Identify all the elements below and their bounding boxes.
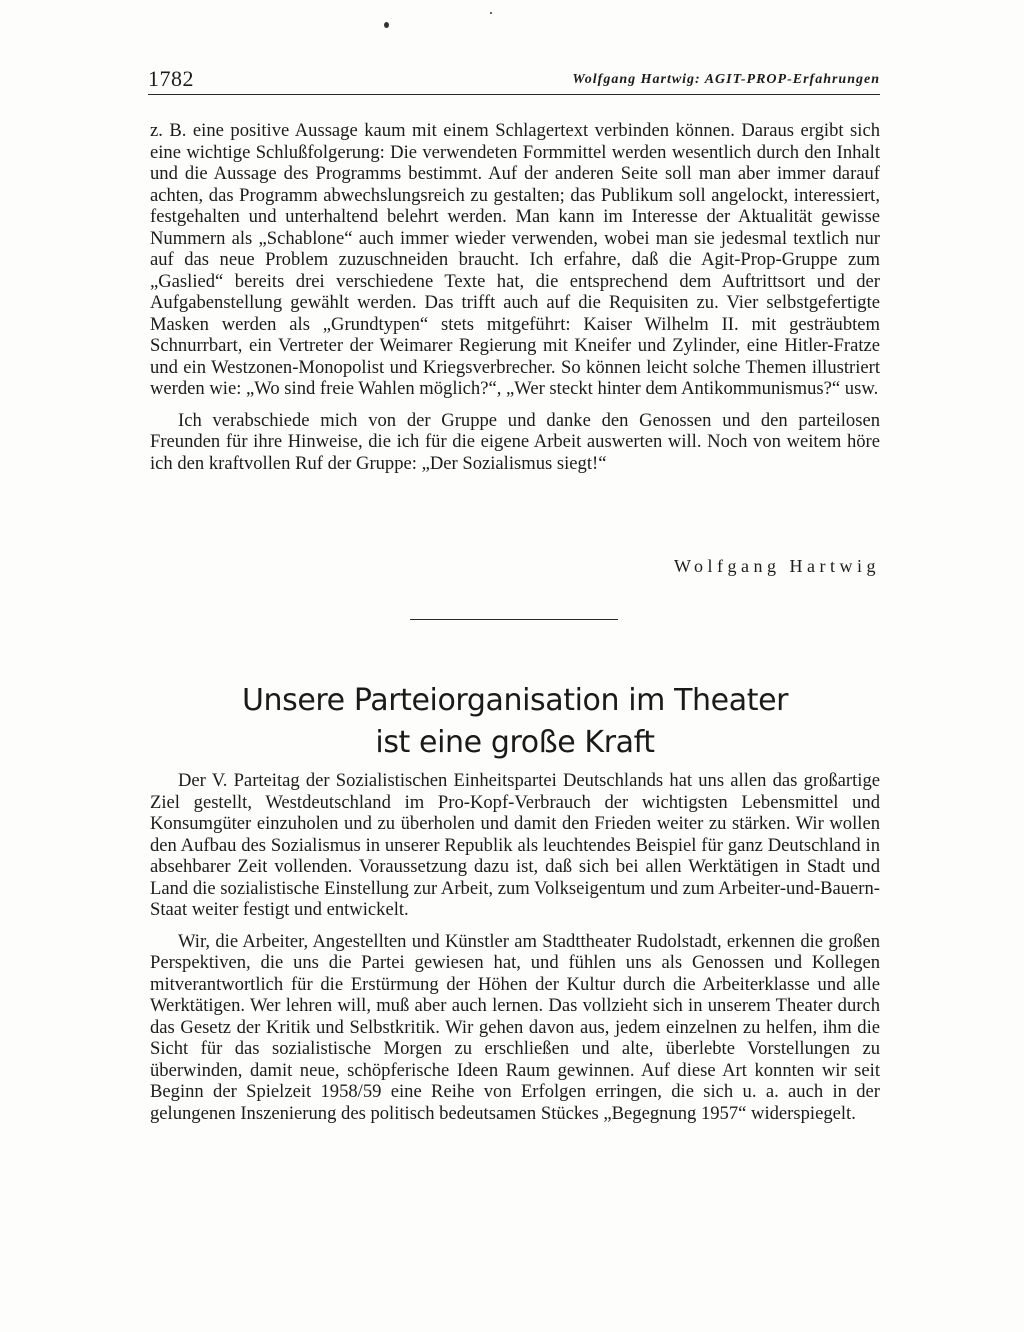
page-number: 1782	[148, 66, 194, 91]
paragraph: z. B. eine positive Aussage kaum mit einem Schlagertext verbinden können. Daraus ergibt sich eine wichtige Schlußfolgerung: Die verwendeten Formmittel werden wesentlich durch den Inhalt und die Aussage des Programms bestimmt. Auf der anderen Seite soll man aber immer darauf achten, das Programm abwechslungsreich zu gestalten; das Publikum soll angelockt, interessiert, festgehalten und unterhaltend belehrt werden. Man kann im Interesse der Aktualität gewisse Nummern als „Schablone“ auch immer wieder verwenden, wobei man sie jedesmal textlich nur auf das neue Problem zuzuschneiden braucht. Ich erfahre, daß die Agit-Prop-Gruppe zum „Gaslied“ bereits drei verschiedene Texte hat, die entsprechend dem Auftrittsort und der Aufgabenstellung gewählt werden. Das trifft auch auf die Requisiten zu. Vier selbstgefertigte Masken werden als „Grundtypen“ stets mitgeführt: Kaiser Wilhelm II. mit gesträubtem Schnurrbart, ein Vertreter der Weimarer Regierung mit Kneifer und Zylinder, eine Hitler-Fratze und ein Westzonen-Monopolist und Kriegsverbrecher. So können leicht solche Themen illustriert werden wie: „Wo sind freie Wahlen möglich?“, „Wer steckt hinter dem Antikommunismus?“ usw.	[150, 120, 880, 399]
print-speck	[384, 22, 389, 28]
section-divider	[410, 619, 618, 620]
paragraph: Wir, die Arbeiter, Angestellten und Künstler am Stadttheater Rudolstadt, erkennen die großen Perspektiven, die uns die Partei gewiesen hat, und fühlen uns als Genossen und Kollegen mitverantwortlich für die Erstürmung der Höhen der Kultur durch die Arbeiterklasse und alle Werktätigen. Wer lehren will, muß aber auch lernen. Das vollzieht sich in unserem Theater durch das Gesetz der Kritik und Selbstkritik. Wir gehen davon aus, jedem einzelnen zu helfen, ihm die Sicht für das sozialistische Morgen zu erschließen und alte, überlebte Vorstellungen zu überwinden, damit neue, schöpferische Ideen Raum gewinnen. Auf diese Art konnten wir seit Beginn der Spielzeit 1958/59 eine Reihe von Erfolgen erringen, die sich u. a. auch in der gelungenen Inszenierung des politisch bedeutsamen Stückes „Begegnung 1957“ widerspiegelt.	[150, 930, 880, 1124]
article-continuation	[150, 120, 880, 474]
paragraph: Der V. Parteitag der Sozialistischen Einheitspartei Deutschlands hat uns allen das großartige Ziel gestellt, Westdeutschland im Pro-Kopf-Verbrauch der wichtigsten Lebensmittel und Konsumgüter einzuholen und zu überholen und damit den Frieden weiter zu stärken. Wir wollen den Aufbau des Sozialismus in unserer Republik als leuchtendes Beispiel für ganz Deutschland in absehbarer Zeit vollenden. Voraussetzung dazu ist, daß sich bei allen Werktätigen in Stadt und Land die sozialistische Einstellung zur Arbeit, zum Volkseigentum und zum Arbeiter-und-Bauern-Staat weiter festigt und entwickelt.	[150, 770, 880, 920]
running-head-title: Wolfgang Hartwig: AGIT-PROP-Erfahrungen	[572, 72, 880, 87]
article-title-line-2: ist eine große Kraft	[375, 725, 655, 760]
article-body	[150, 770, 880, 1124]
article-title	[150, 680, 880, 764]
author-signature: Wolfgang Hartwig	[673, 556, 880, 576]
article-title-line-1: Unsere Parteiorganisation im Theater	[241, 683, 789, 718]
paragraph: Ich verabschiede mich von der Gruppe und danke den Genossen und den parteilosen Freunden für ihre Hinweise, die ich für die eigene Arbeit auswerten will. Noch von weitem höre ich den kraftvollen Ruf der Gruppe: „Der Sozialismus siegt!“	[150, 409, 880, 474]
running-header	[148, 66, 880, 95]
print-speck	[490, 12, 492, 14]
